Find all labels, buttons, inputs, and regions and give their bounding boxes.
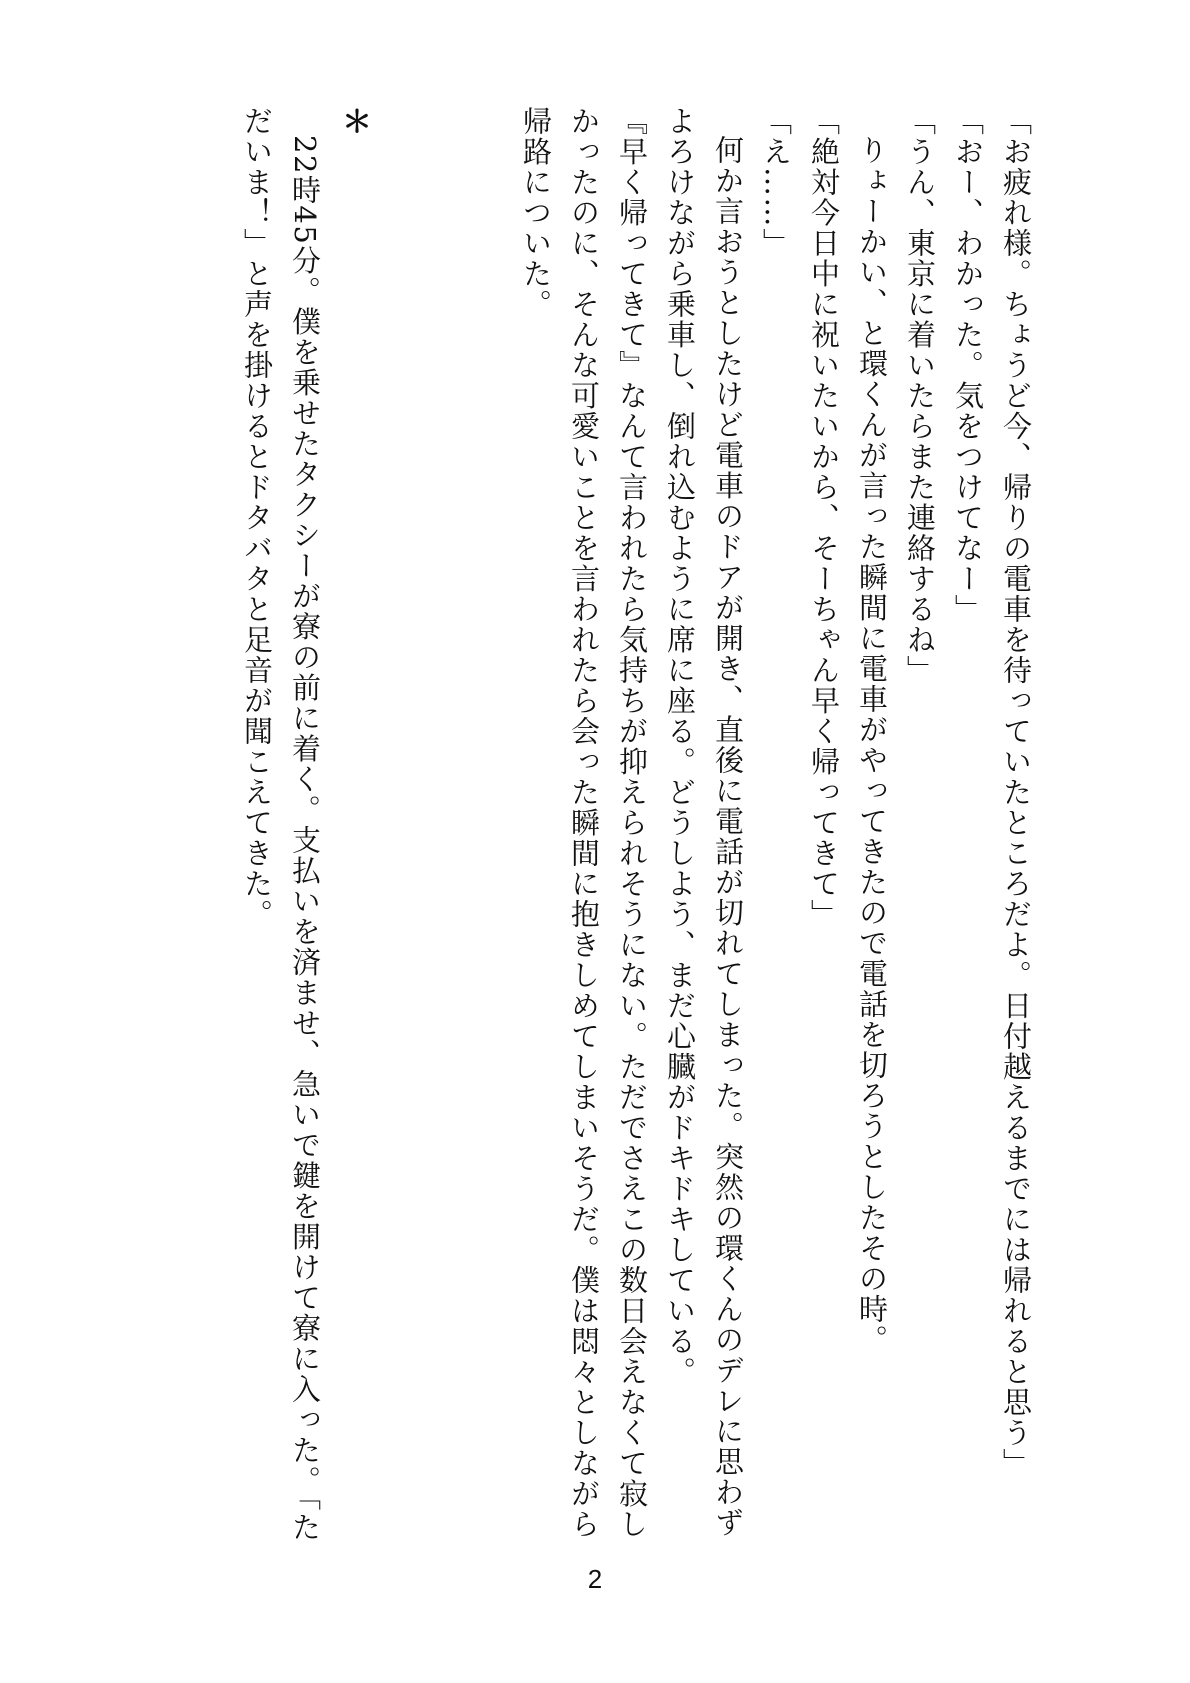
narration-paragraph: 何か言おうとしたけど電車のドアが開き、直後に電話が切れてしまった。突然の環くんのデレに思わずよろけながら乗車し、倒れ込むように席に座る。どうしよう、まだ心臓がドキドキしている。 [663,106,745,1538]
narration-paragraph: 22時45分。僕を乗せたタクシーが寮の前に着く。支払いを済ませ、急いで鍵を開けて寮に入った。「ただいま！」と声を掛けるとドタバタと足音が聞こえてきた。 [240,106,322,1543]
dialogue-paragraph: 「うん、東京に着いたらまた連絡するね」 [903,106,937,686]
scene-separator: ＊ [336,106,371,138]
dialogue-paragraph: 「え……」 [759,106,793,259]
narration-paragraph: りょーかい、と環くんが言った瞬間に電車がやってきたので電話を切ろうとしたその時。 [855,135,889,1355]
dialogue-paragraph: 「お疲れ様。ちょうど今、帰りの電車を待っていたところだよ。日付越えるまでには帰れると思う」 [999,106,1033,1479]
vertical-text-body [233,106,1040,1546]
dialogue-paragraph: 「絶対今日中に祝いたいから、そーちゃん早く帰ってきて」 [807,106,841,930]
dialogue-paragraph: 『早く帰ってきて』なんて言われたら気持ちが抑えられそうにない。ただでさえこの数日会えなくて寂しかったのに、そんな可愛いことを言われたら会った瞬間に抱きしめてしまいそうだ。僕は悶々としながら帰路についた。 [519,106,649,1540]
dialogue-paragraph: 「おー、わかった。気をつけてなー」 [951,106,985,625]
page-number: 2 [587,1564,603,1594]
